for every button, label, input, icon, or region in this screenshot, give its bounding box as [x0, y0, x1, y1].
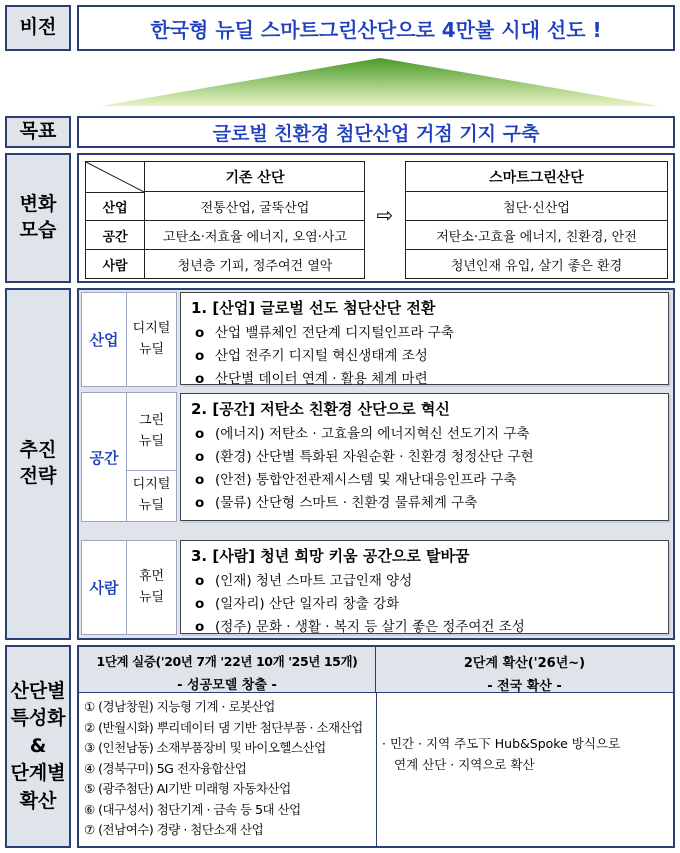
strategy-bullet: [195, 592, 660, 612]
smart-val-3-text: 청년인재 유입, 살기 좋은 환경: [450, 258, 623, 274]
existing-cat-1-text: 산업: [102, 200, 128, 216]
bullet-text: (인재) 청년 스마트 고급인재 양성: [215, 573, 413, 589]
strategy-box-people: [180, 540, 669, 634]
strategy-cat-people: [82, 541, 126, 634]
existing-cat-2: [86, 221, 144, 250]
strategy-sub-green-line2: 뉴딜: [138, 433, 165, 449]
phase2-text-line2: 연계 산단 · 지역으로 확산: [394, 757, 535, 772]
strategy-bullet: [195, 468, 660, 488]
smart-header-text: 스마트그린산단: [489, 169, 584, 186]
strategy-sub-digital-2-line2: 뉴딜: [138, 498, 165, 513]
strategy-sub-green-line1: 그린: [138, 412, 165, 428]
strategy-sub-digital-1: [126, 293, 176, 386]
goal-label-text: 목표: [19, 120, 57, 143]
expansion-label-line5: 확산: [19, 789, 57, 812]
phase-divider: [376, 693, 377, 846]
strategy-cat-industry-text: 산업: [89, 331, 119, 349]
phase1-title: 1단계 실증('20년 7개 '22년 10개 '25년 15개): [96, 654, 358, 669]
phase1-list: [84, 697, 374, 845]
bullet-mark: o: [195, 472, 205, 488]
expansion-label-line1: 산단별: [10, 679, 66, 702]
bullet-text: 산단별 데이터 연계 · 활용 체계 마련: [215, 371, 428, 387]
strategy-sub-human: [126, 541, 176, 634]
existing-val-3: [144, 250, 365, 278]
phase2-title: 2단계 확산('26년~): [463, 656, 586, 671]
smart-val-3: [406, 250, 667, 278]
smart-table: [405, 161, 668, 279]
bullet-mark: o: [195, 619, 205, 635]
strategy-label: [5, 288, 71, 640]
strategy-box-space: [180, 393, 669, 521]
phase2-text-line1: · 민간 · 지역 주도下 Hub&Spoke 방식으로: [382, 736, 621, 751]
strategy-heading-people: 3. [사람] 청년 희망 키움 공간으로 탈바꿈: [191, 547, 470, 565]
vision-box: [77, 5, 675, 51]
existing-table-corner-diagonal: [86, 162, 144, 192]
bullet-mark: o: [195, 348, 205, 364]
goal-label: [5, 116, 71, 148]
strategy-sub-digital-2-line1: 디지털: [132, 477, 171, 493]
strategy-block-people-category: [81, 540, 177, 635]
strategy-bullet: [195, 491, 660, 511]
strategy-bullet: [195, 344, 660, 364]
existing-val-2: [144, 221, 365, 250]
bullet-mark: o: [195, 426, 205, 442]
expansion-label-line3: &: [29, 734, 47, 757]
strategy-bullet: [195, 615, 660, 635]
bullet-text: 산업 밸류체인 전단계 디지털인프라 구축: [215, 325, 454, 341]
phase2-subtitle: - 전국 확산 -: [487, 679, 562, 694]
bullet-mark: o: [195, 325, 205, 341]
existing-cat-2-text: 공간: [102, 229, 128, 245]
bullet-mark: o: [195, 449, 205, 465]
bullet-text: (일자리) 산단 일자리 창출 강화: [215, 596, 400, 612]
change-label-line1: 변화: [19, 193, 57, 216]
strategy-sub-digital-1-line1: 디지털: [132, 320, 171, 336]
strategy-label-line2: 전략: [19, 465, 57, 487]
expansion-label-line2: 특성화: [10, 707, 66, 730]
strategy-bullet: [195, 569, 660, 589]
strategy-heading-industry: 1. [산업] 글로벌 선도 첨단산단 전환: [191, 299, 436, 317]
phase1-item: ⑥ (대구성서) 첨단기계 · 금속 등 5대 산업: [84, 801, 301, 817]
expansion-label: [5, 645, 71, 848]
bullet-mark: o: [195, 495, 205, 511]
existing-header-text: 기존 산단: [225, 169, 285, 186]
strategy-bullet: [195, 321, 660, 341]
vision-label-text: 비전: [19, 16, 57, 39]
strategy-sub-digital-1-line2: 뉴딜: [138, 341, 165, 357]
existing-val-3-text: 청년층 기피, 정주여건 열악: [177, 258, 333, 274]
strategy-label-line1: 추진: [19, 439, 57, 462]
strategy-sub-digital-2: [126, 471, 176, 521]
strategy-sub-human-line2: 뉴딜: [138, 589, 165, 605]
bullet-mark: o: [195, 596, 205, 612]
bullet-text: 산업 전주기 디지털 혁신생태계 조성: [215, 348, 428, 364]
phase1-item: ⑦ (전남여수) 경량 · 첨단소재 산업: [84, 822, 264, 837]
phase1-header: [79, 647, 376, 693]
change-arrow-glyph: ⇨: [376, 203, 394, 227]
strategy-box-industry: [180, 292, 669, 385]
strategy-block-space-category: [81, 392, 177, 522]
vision-text: 한국형 뉴딜 스마트그린산단으로 4만불 시대 선도 !: [150, 17, 602, 42]
bullet-mark: o: [195, 371, 205, 387]
smart-val-1: [406, 192, 667, 221]
existing-cat-1: [86, 192, 144, 221]
change-arrow-icon: [372, 203, 398, 233]
smart-val-2: [406, 221, 667, 250]
bullet-text: (에너지) 저탄소 · 고효율의 에너지혁신 선도기지 구축: [215, 426, 530, 442]
phase1-item: ② (반월시화) 뿌리데이터 댐 기반 첨단부품 · 소재산업: [84, 719, 363, 735]
strategy-cat-space-text: 공간: [89, 448, 119, 467]
bullet-text: (안전) 통합안전관제시스템 및 재난대응인프라 구축: [215, 472, 517, 488]
goal-text: 글로벌 친환경 첨단산업 거점 기지 구축: [212, 122, 540, 145]
phase1-item: ④ (경북구미) 5G 전자융합산업: [84, 760, 247, 776]
goal-box: [77, 116, 675, 148]
phase1-item: ③ (인천남동) 소재부품장비 및 바이오헬스산업: [84, 740, 326, 755]
strategy-cat-industry: [82, 293, 126, 386]
phase1-item: ① (경남창원) 지능형 기계 · 로봇산업: [84, 699, 275, 714]
strategy-cat-people-text: 사람: [89, 579, 119, 597]
phase2-header: [376, 647, 673, 693]
strategy-heading-space: 2. [공간] 저탄소 친환경 산단으로 혁신: [191, 400, 450, 418]
strategy-cat-space: [82, 393, 126, 521]
existing-cat-3-text: 사람: [102, 258, 128, 274]
phase1-item: ⑤ (광주첨단) AI기반 미래형 자동차산업: [84, 781, 291, 796]
strategy-sub-human-line1: 휴먼: [138, 568, 165, 584]
existing-val-1: [144, 192, 365, 221]
expansion-label-line4: 단계별: [10, 762, 66, 785]
strategy-sub-green: [126, 393, 176, 471]
existing-cat-3: [86, 250, 144, 278]
strategy-bullet: [195, 422, 660, 442]
strategy-bullet: [195, 367, 660, 387]
smart-val-1-text: 첨단·신산업: [503, 200, 570, 216]
existing-table: [85, 161, 365, 279]
bullet-text: (정주) 문화 · 생활 · 복지 등 살기 좋은 정주여건 조성: [215, 619, 525, 635]
existing-header: [144, 162, 365, 192]
bullet-text: (물류) 산단형 스마트 · 친환경 물류체계 구축: [215, 495, 478, 511]
phase2-body: [382, 733, 672, 783]
vision-label: [5, 5, 71, 51]
existing-val-2-text: 고탄소·저효율 에너지, 오염·사고: [163, 229, 347, 245]
smart-val-2-text: 저탄소·고효율 에너지, 친환경, 안전: [436, 229, 637, 245]
phase1-subtitle: - 성공모델 창출 -: [177, 678, 277, 693]
vision-arrow-graphic: [100, 56, 660, 108]
bullet-text: (환경) 산단별 특화된 자원순환 · 친환경 청정산단 구현: [215, 449, 534, 465]
change-label: [5, 153, 71, 283]
bullet-mark: o: [195, 573, 205, 589]
strategy-bullet: [195, 445, 660, 465]
existing-val-1-text: 전통산업, 굴뚝산업: [200, 200, 310, 216]
smart-header: [406, 162, 667, 192]
change-label-line2: 모습: [19, 219, 57, 241]
strategy-block-industry-category: [81, 292, 177, 387]
